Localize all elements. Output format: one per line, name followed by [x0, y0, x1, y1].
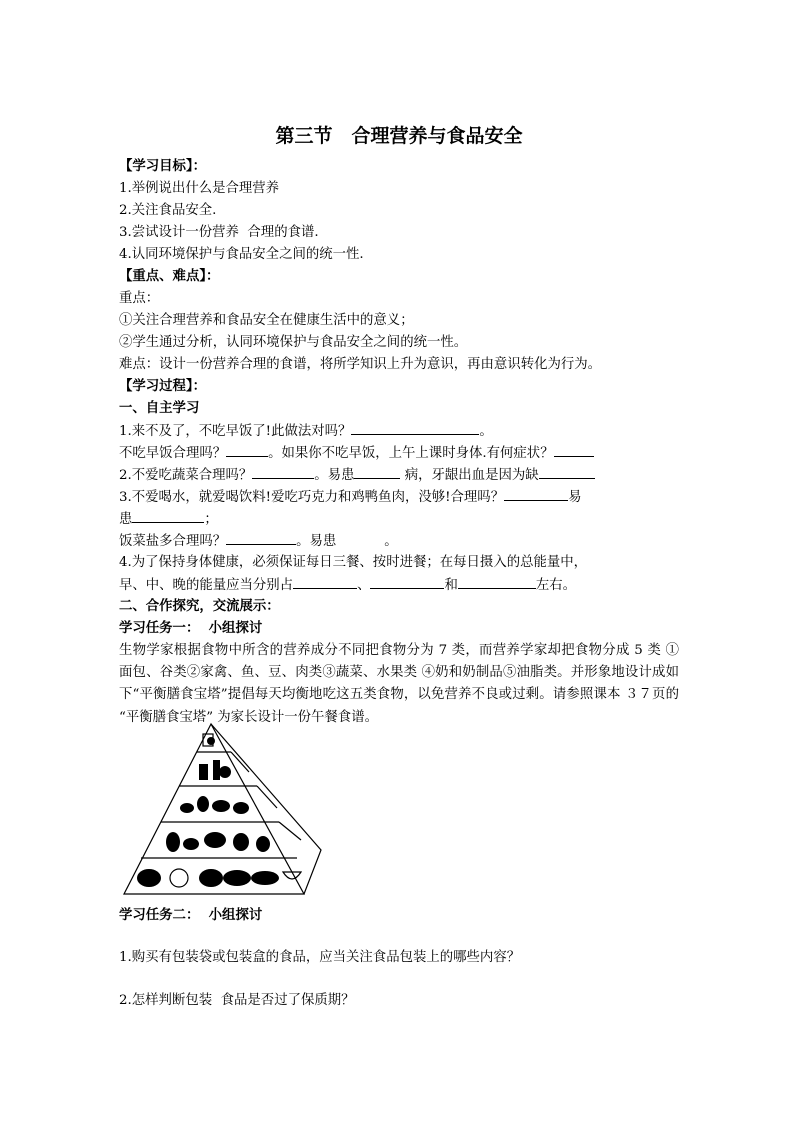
key-item: ①关注合理营养和食品安全在健康生活中的意义； [119, 313, 414, 328]
goal-item: 2.关注食品安全. [119, 203, 217, 218]
difficulty-text: 难点：设计一份营养合理的食谱，将所学知识上升为意识，再由意识转化为行为。 [119, 357, 602, 372]
answer-blank[interactable] [226, 530, 296, 545]
key-item: ②学生通过分析，认同环境保护与食品安全之间的统一性。 [119, 335, 468, 350]
keypoints-heading: 【重点、难点】： [119, 269, 220, 284]
food-pyramid-image [119, 722, 329, 898]
question-4: 4.为了保持身体健康，必须保证每日三餐、按时进餐；在每日摄入的总能量中， [119, 555, 588, 570]
question-3b: 饭菜盐多合理吗？ 。易患 。 [119, 530, 398, 553]
goal-item: 1.举例说出什么是合理营养 [119, 181, 280, 196]
section-self-study: 一、自主学习 [119, 401, 200, 416]
key-label: 重点： [119, 291, 160, 306]
goal-item: 4.认同环境保护与食品安全之间的统一性. [119, 247, 364, 262]
question-1a: 1.来不及了，不吃早饭了!此做法对吗？ 。 [119, 420, 493, 443]
section-cooperation: 二、合作探究，交流展示： [119, 599, 280, 614]
task2-heading: 学习任务二： 小组探讨 [119, 908, 263, 923]
answer-blank[interactable] [370, 574, 444, 589]
task2-question-2: 2.怎样判断包装 食品是否过了保质期？ [119, 993, 355, 1008]
task1-heading: 学习任务一： 小组探讨 [119, 621, 263, 636]
answer-blank[interactable] [226, 442, 268, 457]
answer-blank[interactable] [539, 464, 595, 479]
process-heading: 【学习过程】： [119, 379, 207, 394]
question-3: 3.不爱喝水，就爱喝饮料!爱吃巧克力和鸡鸭鱼肉，没够!合理吗？ 易 [119, 486, 581, 509]
answer-blank[interactable] [351, 420, 479, 435]
answer-blank[interactable] [252, 464, 314, 479]
page-title: 第三节 合理营养与食品安全 [275, 125, 523, 147]
task1-text: 生物学家根据食物中所含的营养成分不同把食物分为 7 类，而营养学家却把食物分成 5 类 ①面包、谷类②家禽、鱼、豆、肉类③蔬菜、水果类 ④奶和奶制品⑤油脂类。并形象地设计成如下“平衡膳食宝塔”提倡每天均衡地吃这五类食物，以免营养不良或过剩。请参照课本 ３７页的 “平衡膳食宝塔” 为家长设计一份午餐食谱。 [119, 643, 679, 725]
question-2: 2.不爱吃蔬菜合理吗？ 。易患 病，牙龈出血是因为缺 [119, 464, 595, 487]
answer-blank[interactable] [293, 574, 357, 589]
question-1b: 不吃早饭合理吗？ 。如果你不吃早饭，上午上课时身体.有何症状？ [119, 442, 594, 465]
question-3-cont: 患 ； [119, 508, 218, 531]
question-4-cont: 早、中、晚的能量应当分别占 、 和 左右。 [119, 574, 576, 597]
answer-blank[interactable] [554, 442, 594, 457]
goal-item: 3.尝试设计一份营养 合理的食谱. [119, 225, 319, 240]
goals-heading: 【学习目标】： [119, 159, 207, 174]
answer-blank[interactable] [132, 508, 204, 523]
answer-blank[interactable] [354, 464, 400, 479]
answer-blank[interactable] [458, 574, 536, 589]
task2-question-1: 1.购买有包装袋或包装盒的食品，应当关注食品包装上的哪些内容？ [119, 950, 521, 965]
answer-blank[interactable] [504, 486, 568, 501]
